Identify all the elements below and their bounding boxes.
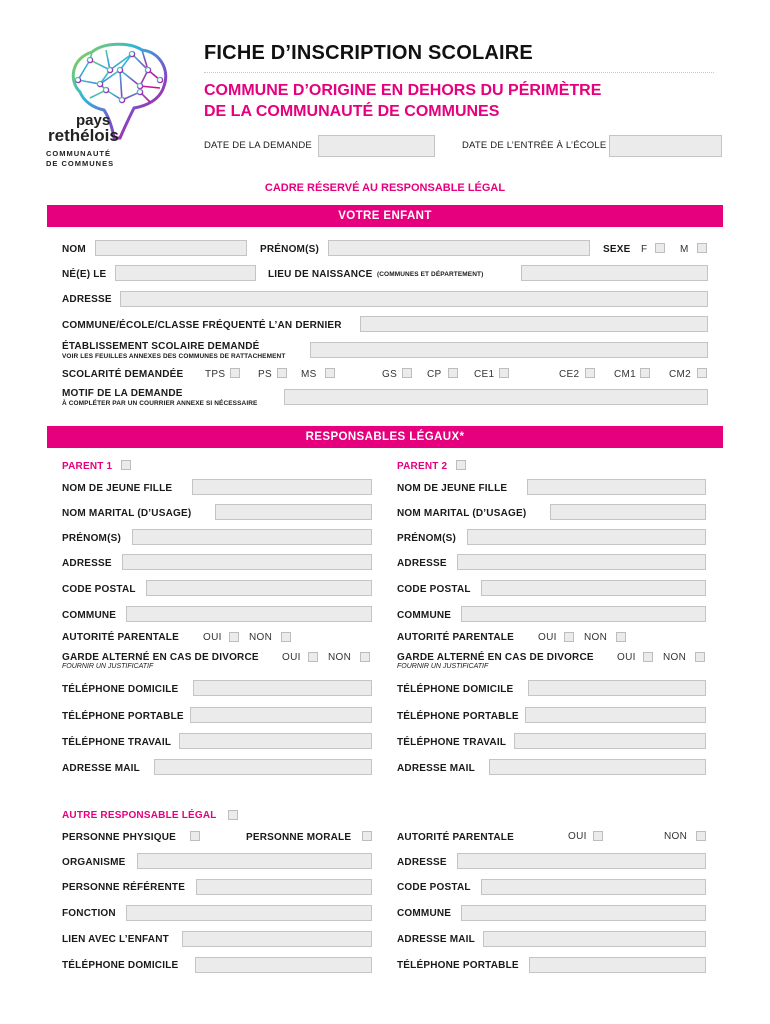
logo-text-de-communes: DE COMMUNES bbox=[46, 159, 115, 168]
level-checkbox[interactable] bbox=[499, 368, 509, 378]
parent1-tel-portable-field[interactable] bbox=[190, 707, 372, 723]
parent1-nom-marital-field[interactable] bbox=[215, 504, 372, 520]
autre-adresse-mail-label: ADRESSE MAIL bbox=[397, 934, 475, 945]
parent2-tel-domicile-field[interactable] bbox=[528, 680, 706, 696]
organisme-label: ORGANISME bbox=[62, 857, 126, 868]
parent1-tel-domicile-field[interactable] bbox=[193, 680, 372, 696]
parent1-garde-non-label: NON bbox=[328, 652, 352, 663]
parent1-nom-jeune-fille-label: NOM DE JEUNE FILLE bbox=[62, 483, 173, 494]
etab-note: VOIR LES FEUILLES ANNEXES DES COMMUNES DE RATTACHEMENT bbox=[62, 353, 286, 360]
parent2-tel-portable-field[interactable] bbox=[525, 707, 706, 723]
sexe-m-label: M bbox=[680, 244, 689, 255]
parent2-adresse-field[interactable] bbox=[457, 554, 706, 570]
autre-autorite-non-label: NON bbox=[664, 831, 688, 842]
lieu-label: LIEU DE NAISSANCE bbox=[268, 269, 373, 280]
parent1-garde-label: GARDE ALTERNÉ EN CAS DE DIVORCE bbox=[62, 652, 259, 663]
nom-field[interactable] bbox=[95, 240, 247, 256]
subtitle-line1: COMMUNE D’ORIGINE EN DEHORS DU PÉRIMÈTRE bbox=[204, 82, 602, 99]
autre-tel-domicile-label: TÉLÉPHONE DOMICILE bbox=[62, 960, 179, 971]
parent2-garde-oui-checkbox[interactable] bbox=[643, 652, 653, 662]
parent1-commune-label: COMMUNE bbox=[62, 610, 117, 621]
parent2-prenoms-field[interactable] bbox=[467, 529, 706, 545]
parent2-garde-note: FOURNIR UN JUSTIFICATIF bbox=[397, 663, 489, 670]
parent2-nom-jeune-fille-label: NOM DE JEUNE FILLE bbox=[397, 483, 508, 494]
parent2-autorite-oui-label: OUI bbox=[538, 632, 557, 643]
autre-autorite-non-checkbox[interactable] bbox=[696, 831, 706, 841]
parent2-tel-portable-label: TÉLÉPHONE PORTABLE bbox=[397, 711, 519, 722]
subtitle-line2: DE LA COMMUNAUTÉ DE COMMUNES bbox=[204, 103, 500, 120]
autre-code-postal-label: CODE POSTAL bbox=[397, 882, 471, 893]
parent2-garde-label: GARDE ALTERNÉ EN CAS DE DIVORCE bbox=[397, 652, 594, 663]
level-checkbox[interactable] bbox=[448, 368, 458, 378]
autre-tel-portable-field[interactable] bbox=[529, 957, 706, 973]
lien-enfant-field[interactable] bbox=[182, 931, 372, 947]
parent1-checkbox[interactable] bbox=[121, 460, 131, 470]
sexe-label: SEXE bbox=[603, 244, 631, 255]
motif-note: À COMPLÉTER PAR UN COURRIER ANNEXE SI NÉCESSAIRE bbox=[62, 400, 258, 407]
parent2-code-postal-label: CODE POSTAL bbox=[397, 584, 471, 595]
personne-morale-label: PERSONNE MORALE bbox=[246, 832, 352, 843]
commune-ecole-field[interactable] bbox=[360, 316, 708, 332]
autre-adresse-field[interactable] bbox=[457, 853, 706, 869]
parent1-commune-field[interactable] bbox=[126, 606, 372, 622]
parent2-garde-oui-label: OUI bbox=[617, 652, 636, 663]
parent2-checkbox[interactable] bbox=[456, 460, 466, 470]
autre-autorite-oui-checkbox[interactable] bbox=[593, 831, 603, 841]
parent1-tel-domicile-label: TÉLÉPHONE DOMICILE bbox=[62, 684, 179, 695]
nom-label: NOM bbox=[62, 244, 86, 255]
personne-morale-checkbox[interactable] bbox=[362, 831, 372, 841]
section-band-enfant: VOTRE ENFANT bbox=[47, 205, 723, 227]
parent1-code-postal-label: CODE POSTAL bbox=[62, 584, 136, 595]
parent1-autorite-non-checkbox[interactable] bbox=[281, 632, 291, 642]
date-demande-field[interactable] bbox=[318, 135, 435, 157]
parent1-code-postal-field[interactable] bbox=[146, 580, 372, 596]
parent2-commune-field[interactable] bbox=[461, 606, 706, 622]
level-checkbox[interactable] bbox=[325, 368, 335, 378]
parent2-autorite-non-label: NON bbox=[584, 632, 608, 643]
parent2-tel-travail-field[interactable] bbox=[514, 733, 706, 749]
parent2-garde-non-label: NON bbox=[663, 652, 687, 663]
autre-commune-label: COMMUNE bbox=[397, 908, 452, 919]
logo-text-rethelois: rethélois bbox=[48, 126, 119, 145]
autre-code-postal-field[interactable] bbox=[481, 879, 706, 895]
level-checkbox[interactable] bbox=[402, 368, 412, 378]
level-checkbox[interactable] bbox=[277, 368, 287, 378]
parent1-autorite-label: AUTORITÉ PARENTALE bbox=[62, 632, 179, 643]
autre-adresse-label: ADRESSE bbox=[397, 857, 447, 868]
section-band-responsables: RESPONSABLES LÉGAUX* bbox=[47, 426, 723, 448]
level-label: TPS bbox=[205, 369, 226, 380]
parent1-autorite-non-label: NON bbox=[249, 632, 273, 643]
autre-autorite-label: AUTORITÉ PARENTALE bbox=[397, 832, 514, 843]
parent1-autorite-oui-label: OUI bbox=[203, 632, 222, 643]
ne-le-field[interactable] bbox=[115, 265, 256, 281]
motif-field[interactable] bbox=[284, 389, 708, 405]
fonction-field[interactable] bbox=[126, 905, 372, 921]
adresse-field[interactable] bbox=[120, 291, 708, 307]
date-entree-label: DATE DE L’ENTRÉE À L’ÉCOLE bbox=[462, 140, 607, 151]
level-checkbox[interactable] bbox=[640, 368, 650, 378]
autre-autorite-oui-label: OUI bbox=[568, 831, 587, 842]
parent1-adresse-label: ADRESSE bbox=[62, 558, 112, 569]
level-label: PS bbox=[258, 369, 272, 380]
level-label: CE2 bbox=[559, 369, 580, 380]
ne-le-label: NÉ(E) LE bbox=[62, 269, 107, 280]
autre-adresse-mail-field[interactable] bbox=[483, 931, 706, 947]
parent2-adresse-mail-field[interactable] bbox=[489, 759, 706, 775]
level-label: CP bbox=[427, 369, 442, 380]
parent1-adresse-field[interactable] bbox=[122, 554, 372, 570]
sexe-m-checkbox[interactable] bbox=[697, 243, 707, 253]
parent1-garde-non-checkbox[interactable] bbox=[360, 652, 370, 662]
level-label: CM1 bbox=[614, 369, 637, 380]
lien-enfant-label: LIEN AVEC L’ENFANT bbox=[62, 934, 169, 945]
logo-text-pays: pays bbox=[76, 112, 111, 129]
level-label: CM2 bbox=[669, 369, 692, 380]
etab-field[interactable] bbox=[310, 342, 708, 358]
personne-physique-checkbox[interactable] bbox=[190, 831, 200, 841]
parent1-adresse-mail-field[interactable] bbox=[154, 759, 372, 775]
title-dotted-rule bbox=[204, 72, 714, 73]
parent2-prenoms-label: PRÉNOM(S) bbox=[397, 533, 457, 544]
personne-physique-label: PERSONNE PHYSIQUE bbox=[62, 832, 176, 843]
etab-label: ÉTABLISSEMENT SCOLAIRE DEMANDÉ bbox=[62, 341, 260, 352]
prenoms-field[interactable] bbox=[328, 240, 590, 256]
date-entree-field[interactable] bbox=[609, 135, 722, 157]
parent1-prenoms-field[interactable] bbox=[132, 529, 372, 545]
adresse-label: ADRESSE bbox=[62, 294, 112, 305]
scolarite-label: SCOLARITÉ DEMANDÉE bbox=[62, 369, 184, 380]
commune-ecole-label: COMMUNE/ÉCOLE/CLASSE FRÉQUENTÉ L’AN DERNIER bbox=[62, 320, 342, 331]
parent2-nom-jeune-fille-field[interactable] bbox=[527, 479, 706, 495]
organisme-field[interactable] bbox=[137, 853, 372, 869]
parent1-tel-travail-field[interactable] bbox=[179, 733, 372, 749]
fonction-label: FONCTION bbox=[62, 908, 116, 919]
parent2-code-postal-field[interactable] bbox=[481, 580, 706, 596]
parent2-tel-travail-label: TÉLÉPHONE TRAVAIL bbox=[397, 737, 507, 748]
level-label: MS bbox=[301, 369, 317, 380]
motif-label: MOTIF DE LA DEMANDE bbox=[62, 388, 183, 399]
parent1-tel-portable-label: TÉLÉPHONE PORTABLE bbox=[62, 711, 184, 722]
autre-commune-field[interactable] bbox=[461, 905, 706, 921]
page-title: FICHE D’INSCRIPTION SCOLAIRE bbox=[204, 42, 533, 64]
parent1-garde-oui-label: OUI bbox=[282, 652, 301, 663]
parent2-adresse-mail-label: ADRESSE MAIL bbox=[397, 763, 475, 774]
parent1-adresse-mail-label: ADRESSE MAIL bbox=[62, 763, 140, 774]
parent2-garde-non-checkbox[interactable] bbox=[695, 652, 705, 662]
parent2-autorite-label: AUTORITÉ PARENTALE bbox=[397, 632, 514, 643]
parent2-commune-label: COMMUNE bbox=[397, 610, 452, 621]
lieu-field[interactable] bbox=[521, 265, 708, 281]
level-checkbox[interactable] bbox=[230, 368, 240, 378]
parent1-nom-marital-label: NOM MARITAL (D’USAGE) bbox=[62, 508, 192, 519]
parent2-title: PARENT 2 bbox=[397, 461, 448, 472]
parent1-garde-oui-checkbox[interactable] bbox=[308, 652, 318, 662]
parent1-nom-jeune-fille-field[interactable] bbox=[192, 479, 372, 495]
level-label: CE1 bbox=[474, 369, 495, 380]
autre-checkbox[interactable] bbox=[228, 810, 238, 820]
parent1-title: PARENT 1 bbox=[62, 461, 113, 472]
parent2-adresse-label: ADRESSE bbox=[397, 558, 447, 569]
autre-title: AUTRE RESPONSABLE LÉGAL bbox=[62, 810, 217, 821]
parent1-autorite-oui-checkbox[interactable] bbox=[229, 632, 239, 642]
level-checkbox[interactable] bbox=[697, 368, 707, 378]
level-label: GS bbox=[382, 369, 398, 380]
parent1-garde-note: FOURNIR UN JUSTIFICATIF bbox=[62, 663, 154, 670]
sexe-f-checkbox[interactable] bbox=[655, 243, 665, 253]
personne-referente-label: PERSONNE RÉFÉRENTE bbox=[62, 882, 186, 893]
lieu-note: (COMMUNES ET DÉPARTEMENT) bbox=[377, 271, 484, 278]
level-checkbox[interactable] bbox=[585, 368, 595, 378]
autre-tel-domicile-field[interactable] bbox=[195, 957, 372, 973]
logo-text-communaute: COMMUNAUTÉ bbox=[46, 149, 111, 158]
personne-referente-field[interactable] bbox=[196, 879, 372, 895]
date-demande-label: DATE DE LA DEMANDE bbox=[204, 140, 312, 151]
prenoms-label: PRÉNOM(S) bbox=[260, 244, 320, 255]
parent2-tel-domicile-label: TÉLÉPHONE DOMICILE bbox=[397, 684, 514, 695]
reserved-label: CADRE RÉSERVÉ AU RESPONSABLE LÉGAL bbox=[264, 182, 506, 194]
parent2-nom-marital-label: NOM MARITAL (D’USAGE) bbox=[397, 508, 527, 519]
parent1-prenoms-label: PRÉNOM(S) bbox=[62, 533, 122, 544]
parent2-autorite-non-checkbox[interactable] bbox=[616, 632, 626, 642]
autre-tel-portable-label: TÉLÉPHONE PORTABLE bbox=[397, 960, 519, 971]
parent2-nom-marital-field[interactable] bbox=[550, 504, 706, 520]
sexe-f-label: F bbox=[641, 244, 648, 255]
parent2-autorite-oui-checkbox[interactable] bbox=[564, 632, 574, 642]
parent1-tel-travail-label: TÉLÉPHONE TRAVAIL bbox=[62, 737, 172, 748]
